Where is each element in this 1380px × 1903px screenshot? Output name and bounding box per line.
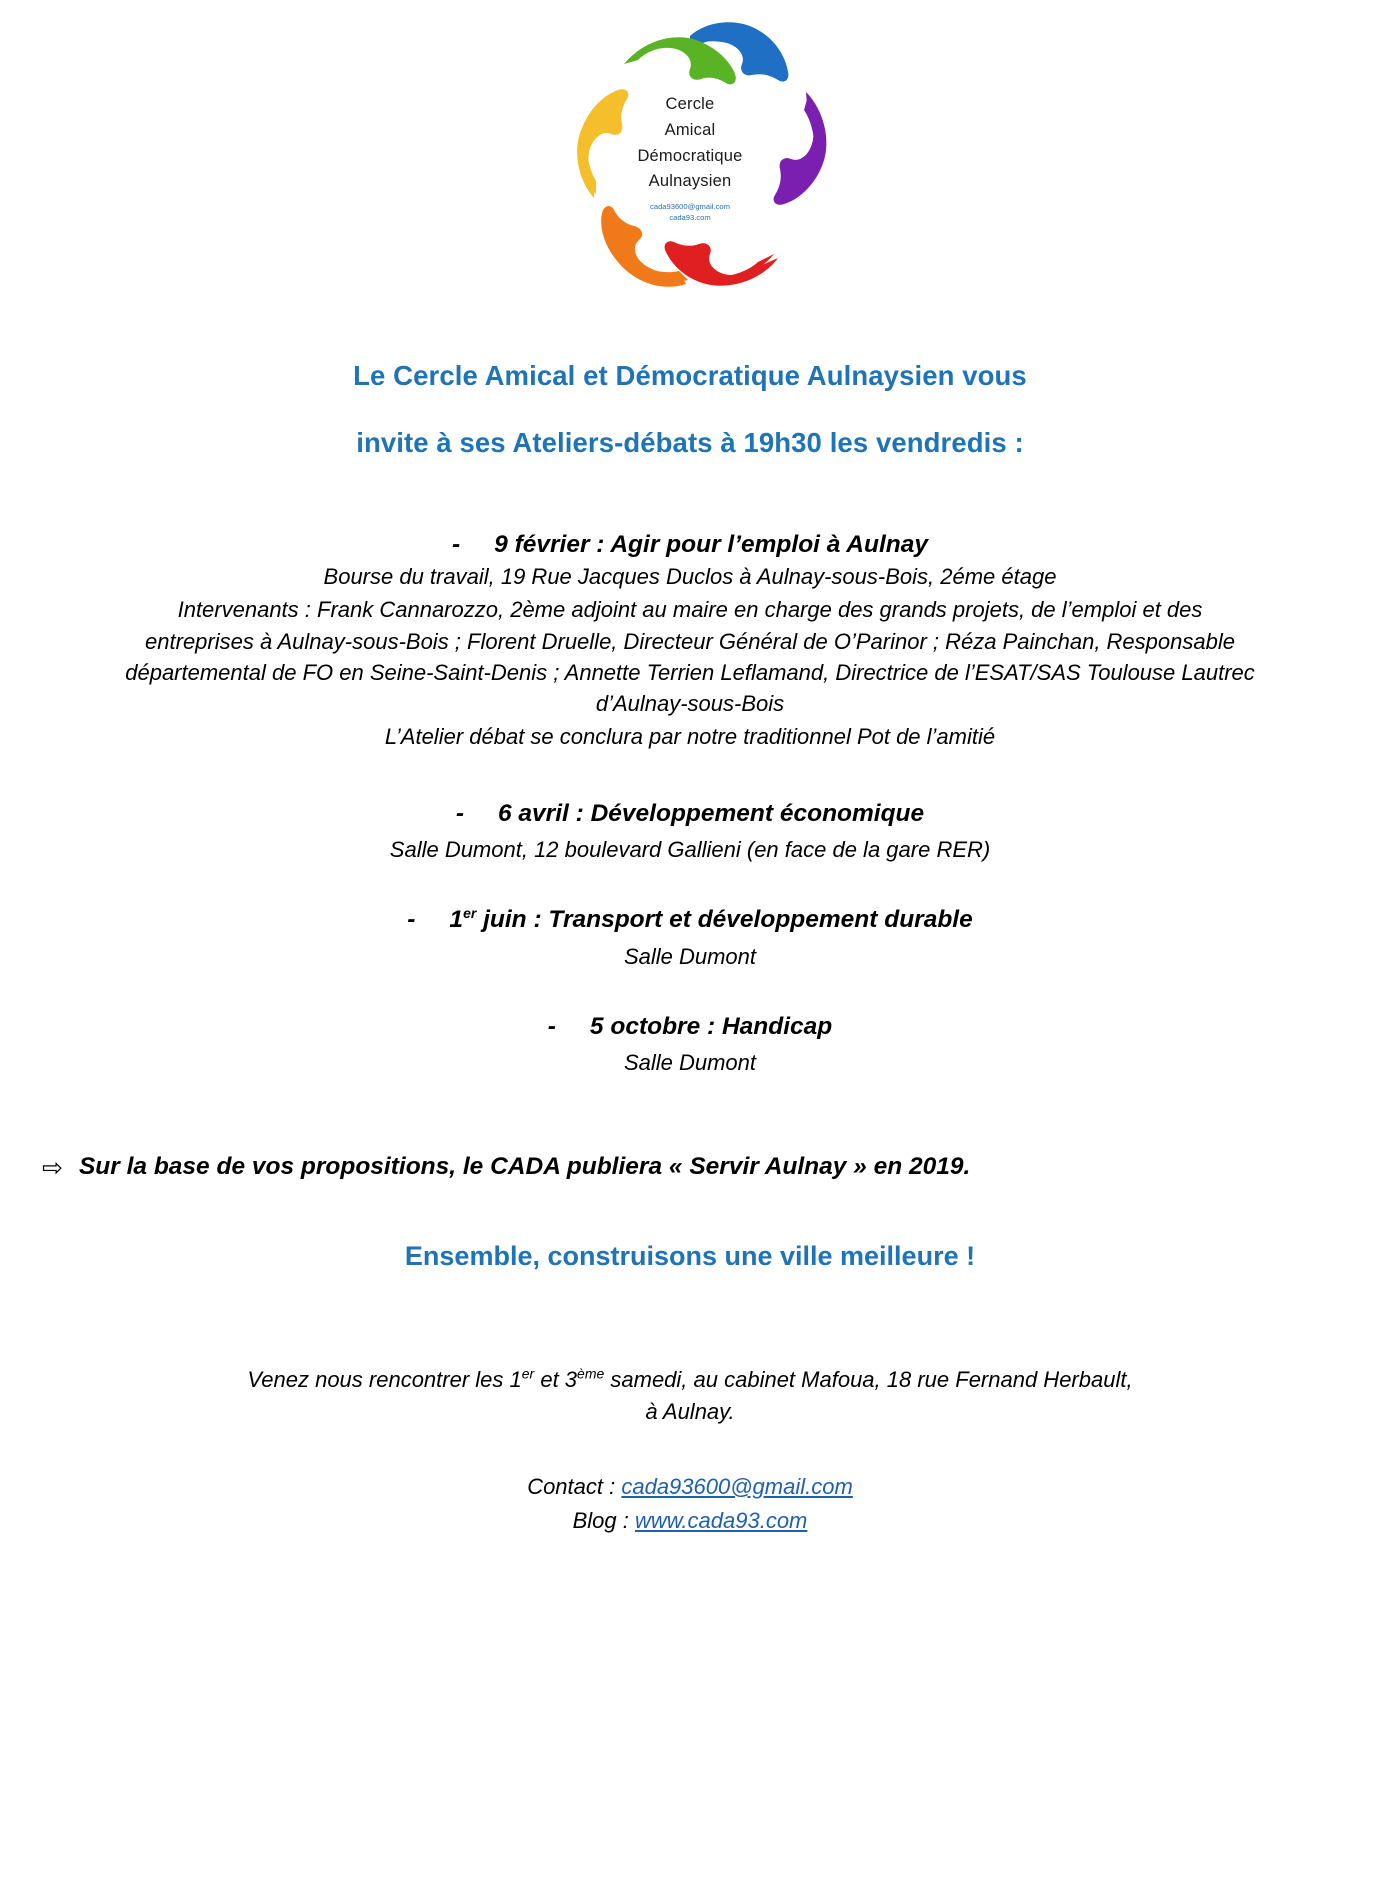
meeting-ordinal-2: ème: [577, 1365, 605, 1382]
event-title-text: juin : Transport et développement durable: [476, 906, 973, 934]
blog-link[interactable]: www.cada93.com: [634, 1507, 808, 1533]
event-detail: Intervenants : Frank Cannarozzo, 2ème adjoint au maire en charge des grands projets, de l’emploi et des entreprises à Aulnay-sous-Bois ; Florent Druelle, Directeur Général de O’Parinor ; Réza Painchan, Responsable départemental de FO en Seine-Saint-Denis ; Annette Terrien Leflamand, Directrice de l’ESAT/SAS Toulouse Lautrec d’Aulnay-sous-Bois: [125, 597, 1255, 717]
logo-container: [0, 0, 1380, 308]
logo-line-4: Aulnaysien: [648, 172, 732, 191]
publication-callout: [0, 1152, 1380, 1183]
meeting-info-post: samedi, au cabinet Mafoua, 18 rue Fernand Herbault,: [604, 1367, 1133, 1393]
meeting-info: [140, 1364, 1240, 1396]
event-item: [0, 1012, 1380, 1079]
event-item: [0, 905, 1380, 972]
arrow-right-icon: ⇨: [42, 1154, 63, 1183]
event-title-text: 5 octobre : Handicap: [589, 1012, 833, 1040]
page-title: [0, 362, 1380, 458]
event-detail: Bourse du travail, 19 Rue Jacques Duclos à Aulnay-sous-Bois, 2éme étage: [323, 564, 1057, 590]
meeting-info-pre: Venez nous rencontrer les 1: [247, 1367, 522, 1393]
event-item: [0, 530, 1380, 753]
logo-line-2: Amical: [664, 121, 716, 140]
events-list: [0, 530, 1380, 1079]
footer: [0, 1364, 1380, 1538]
event-title: [0, 799, 1380, 828]
event-bullet-dash: -: [451, 530, 461, 558]
circle-of-hands-logo: [540, 8, 840, 308]
slogan: Ensemble, construisons une ville meilleure !: [404, 1241, 976, 1272]
event-bullet-dash: -: [455, 799, 464, 827]
event-title: [0, 530, 1380, 559]
title-line-1: Le Cercle Amical et Démocratique Aulnaysien vous: [353, 360, 1027, 391]
event-title: [0, 905, 1380, 934]
logo-email: cada93600@gmail.com: [650, 201, 730, 211]
contact-email-row: [0, 1470, 1380, 1504]
contact-label: Contact :: [527, 1473, 622, 1499]
event-title: [0, 1012, 1380, 1041]
event-item: [0, 799, 1380, 866]
meeting-info-mid: et 3: [534, 1367, 578, 1393]
event-title-text: 9 février : Agir pour l’emploi à Aulnay: [494, 530, 928, 558]
logo-line-1: Cercle: [665, 95, 715, 114]
logo-website: cada93.com: [669, 213, 711, 223]
logo-line-3: Démocratique: [637, 146, 743, 165]
event-title-ordinal: er: [463, 905, 477, 922]
event-detail: Salle Dumont: [623, 1050, 757, 1076]
contact-block: [0, 1470, 1380, 1538]
event-detail: Salle Dumont, 12 boulevard Gallieni (en face de la gare RER): [389, 836, 991, 862]
event-title-text: 6 avril : Développement économique: [498, 799, 925, 827]
event-detail: Salle Dumont: [623, 943, 757, 969]
callout-text: Sur la base de vos propositions, le CADA publiera « Servir Aulnay » en 2019.: [78, 1153, 971, 1181]
title-line-2: invite à ses Ateliers-débats à 19h30 les vendredis :: [356, 426, 1024, 458]
event-detail: L’Atelier débat se conclura par notre traditionnel Pot de l’amitié: [384, 724, 996, 750]
event-bullet-dash: -: [407, 906, 416, 934]
event-bullet-dash: -: [547, 1012, 556, 1040]
blog-row: [0, 1504, 1380, 1538]
meeting-info-line2: à Aulnay.: [645, 1398, 735, 1424]
contact-email-link[interactable]: cada93600@gmail.com: [621, 1473, 853, 1499]
blog-label: Blog :: [572, 1507, 635, 1533]
meeting-ordinal-1: er: [521, 1365, 535, 1382]
event-title-number: 1: [449, 906, 464, 934]
